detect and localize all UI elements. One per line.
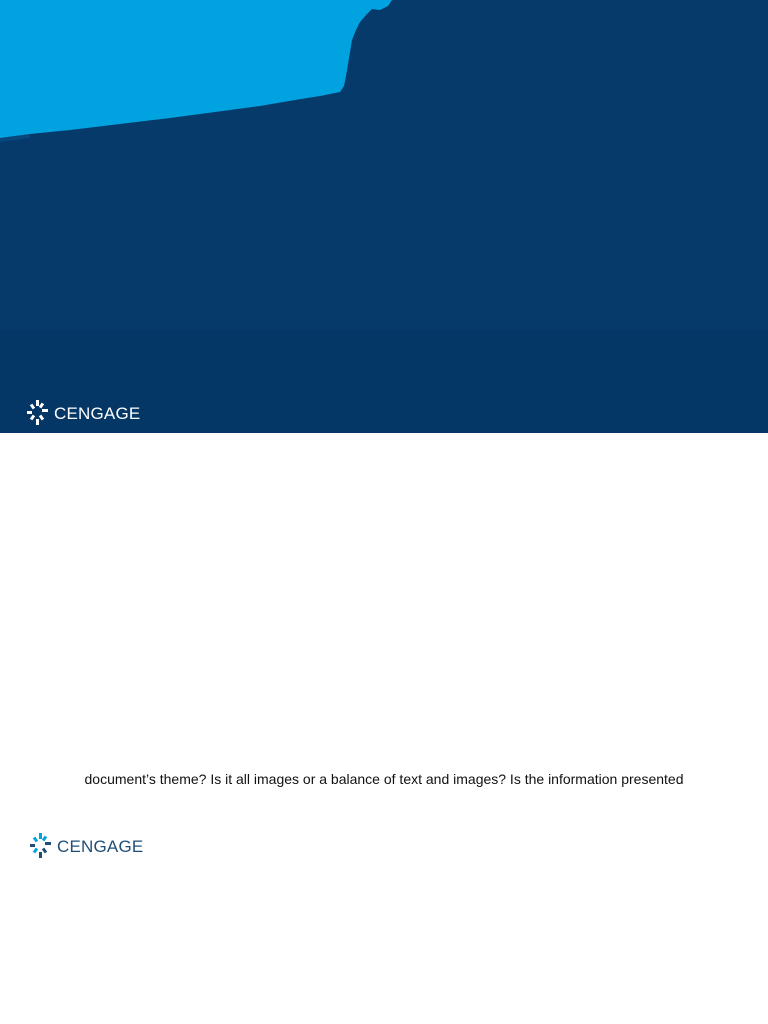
brush-stroke-artwork — [0, 0, 768, 433]
cengage-logo-mark-icon — [26, 400, 50, 426]
cengage-wordmark: CENGAGE — [57, 836, 144, 856]
cengage-wordmark: CENGAGE — [54, 403, 141, 423]
cengage-logo-bottom — [29, 833, 143, 859]
cengage-logo-mark-icon — [29, 833, 53, 859]
body-text-line: document’s theme? Is it all images or a balance of text and images? Is the information presented — [84, 771, 684, 787]
cover-banner — [0, 0, 768, 433]
cengage-logo-top — [26, 400, 140, 426]
